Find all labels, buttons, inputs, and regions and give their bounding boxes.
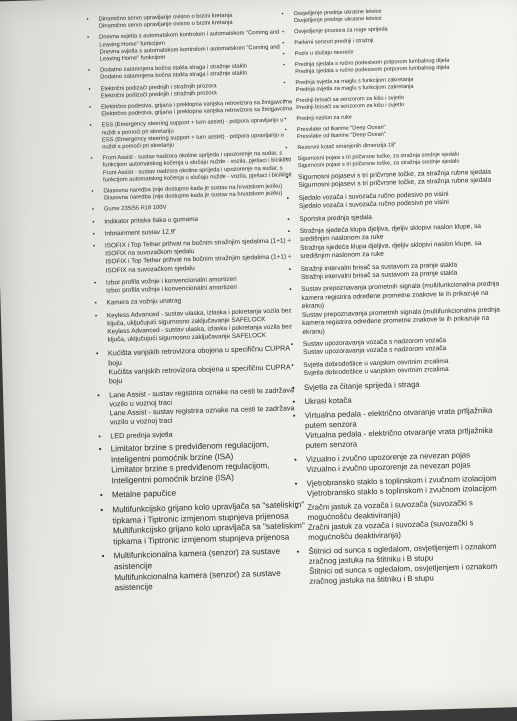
equipment-item: • Rezervni kotač smanjenih dimenzija 18" — [283, 139, 505, 152]
equipment-item: • Vizualno i zvučno upozorenje za nevezan pojas Vizualno i zvučno upozorenje za nevezan pojas — [292, 449, 514, 475]
equipment-item: • LED prednja svjetla — [96, 426, 306, 441]
equipment-item: • Sustav prepoznavanja prometnih signala (multifunkcionalna prednja kamera registrira određene prometne znakove te ih prikazuje na ekranu) Sustav prepoznavanja prometnih signala (multifunkcionalna prednja kamera registrira određene prometne znakove te ih prikazuje na ekranu) — [287, 281, 510, 338]
equipment-item: • Limitator brzine s predviđenom regulacijom, Inteligentni pomoćnik brzine (ISA) Limitator brzine s predviđenom regulacijom, Inteligentni pomoćnik brzine (ISA) — [97, 439, 308, 487]
equipment-item: • Virtualna pedala - električno otvaranje vrata prtljažnika putem senzora Virtualna pedala - električno otvaranje vrata prtljažnika putem senzora — [291, 405, 514, 451]
equipment-list-right — [279, 5, 517, 591]
equipment-list-left — [85, 11, 311, 598]
equipment-item: • Kamera za vožnju unatrag — [92, 294, 302, 308]
equipment-item: • ESS (Emergency steering support + turn assist) - potpora upravljanju u nuždi s pomoći pri skretanju ESS (Emergency steering support + turn assist) - potpora upravljanju u nuždi s pomoći pri skretanju — [88, 117, 299, 152]
equipment-item: • Sigurnosni pojasi s tri pričvrsne točke, za stražnja srednje sjedalo Sigurnosni pojasi s tri pričvrsne točke, za stražnja srednje sjedalo — [284, 150, 506, 170]
equipment-item: • Sustav upozoravanja vozača s nadzorom vozača Sustav upozoravanja vozača s nadzorom vozača — [289, 335, 511, 358]
equipment-item: • ISOFIX i Top Tether prihvat na bočnim stražnjim sjedalima (1+1) + ISOFIX na suvozačkom sjedalu ISOFIX i Top Tether prihvat na bočnim stražnjim sjedalima (1+1) + ISOFIX na suvozačkom sjedalu — [91, 237, 302, 276]
equipment-item: • Sjedalo vozača i suvozača ručno podesivo po visini Sjedalo vozača i suvozača ručno podesivo po visini — [285, 189, 507, 212]
equipment-item: • Vjetrobransko staklo s toplinskom i zvučnom izolacijom Vjetrobransko staklo s toplinskom i zvučnom izolacijom — [293, 473, 515, 499]
equipment-item: • Sigurnosni pojasevi s tri pričvrsne točke, za stražnja rubna sjedala Sigurnosni pojasevi s tri pričvrsne točke, za stražnja rubna sjedala — [284, 168, 506, 191]
equipment-item: • Presvlake od tkanine "Deep Ocean" Presvlake od tkanine "Deep Ocean" — [283, 121, 505, 141]
equipment-item: • Multifunkcionalna kamera (senzor) za sustave asistencije Multifunkcionalna kamera (senzor) za sustave asistencije — [100, 546, 311, 594]
equipment-item: • Prednja sjedala s ručno podesivom potporom lumbalnog dijela Prednja sjedala s ručno podesivom potporom lumbalnog dijela — [281, 56, 503, 76]
equipment-item: • Svjetla dobrodošlice u vanjskim osvrtnim zrcalima Svjetla dobrodošlice u vanjskim osvrtnim zrcalima — [289, 356, 511, 379]
equipment-item: • Svjetla za čitanje sprijeda i straga — [290, 377, 512, 393]
equipment-item: • Keyless Advanced - sustav ulaska, izlaska i pokretanja vozila bez ključa, uključujući sigurnosno zaključavanje SAFELOCK Keyless Advanced - sustav ulaska, izlaska i pokretanja vozila bez ključa, uključujući sigurnosno zaključavanje SAFELOCK — [93, 306, 304, 345]
equipment-item: • Prednji brisači sa senzorom za kišu i svjetlo Prednji brisači sa senzorom za kišu i svjetlo — [282, 92, 504, 112]
equipment-item: • Indikator pritiska tlaka u gumama — [90, 213, 300, 227]
equipment-item: • Multifunkcijsko grijano kolo upravljača sa "sateliskim" tipkama i Tiptronic izmjenom stupnjeva prijenosa Multifunkcijsko grijano kolo upravljača sa "sateliskim" tipkama i Tiptronic izmjenom stupnjeva prijenosa — [98, 500, 309, 548]
equipment-item: • Poziv u slučaju nesreće — [281, 45, 503, 58]
equipment-item: • Štitnici od sunca s ogledalom, osvjetljenjem i oznakom zračnog jastuka na štitniku i B stupu Štitnici od sunca s ogledalom, osvjetljenjem i oznakom zračnog jastuka na štitniku i B stupu — [294, 541, 517, 587]
equipment-item: • Kućišta vanjskih retrovizora obojena u specifičnu CUPRA boju Kućišta vanjskih retrovizora obojena u specifičnu CUPRA boju — [94, 343, 305, 386]
equipment-item: • Front Assist - sustav nadzora okoline sprijeda i upozorenje na sudar, s funkcijom automatskog kočenja u slučaju nužde - vozila, pješaci i biciklisti Front Assist - sustav nadzora okoline sprijeda i upozorenje na sudar, s funkcijom automatskog kočenja u slučaju nužde - vozila, pješaci i biciklisti — [88, 150, 299, 185]
equipment-item: • Dnevna svjetla s automatskom kontrolom i automatskom "Coming and Leaving Home" funkcijom Dnevna svjetla s automatskom kontrolom i automatskom "Coming and Leaving Home" funkcijom — [85, 29, 296, 64]
equipment-item: • Osvjetljenje prostora za noge sprijeda — [280, 23, 502, 36]
equipment-item: • Parkirni senzori prednji i stražnji — [280, 34, 502, 47]
equipment-item: • Prednja svjetla za maglu s funkcijom zakretanja Prednja svjetla za maglu s funkcijom zakretanja — [281, 74, 503, 94]
equipment-item: • Gume 235/55 R18 100V — [90, 201, 300, 214]
equipment-item: • Zračni jastuk za vozača i suvozača (suvozački s mogućnošću deaktiviranja) Zračni jastuk za vozača i suvozača (suvozački s mogućnošću deaktiviranja) — [293, 497, 516, 543]
equipment-item: • Infotainment sustav 12,9" — [91, 225, 301, 239]
equipment-item: • Stražnja sjedeća klupa djeljiva, djeljiv sklopivi naslon klupe, sa središnjim naslonom za ruke Stražnja sjedeća klupa djeljiva, djeljiv sklopivi naslon klupe, sa središnjim naslonom za ruke — [286, 222, 509, 262]
equipment-item: • Ukrasi kotača — [290, 391, 512, 407]
equipment-item: • Prednji naslon za ruke — [282, 110, 504, 123]
equipment-item: • Osvjetljenje prednje ukrasne letvice Osvjetljenje prednje ukrasne letvice — [279, 5, 501, 25]
equipment-item: • Stražnji intervalni brisač sa sustavom za pranje stakla Stražnji intervalni brisač sa sustavom za pranje stakla — [287, 260, 509, 283]
equipment-item: • Dodatno zatamnjena bočna stakla straga i stražnje staklo Dodatno zatamnjena bočna stakla straga i stražnje staklo — [86, 62, 296, 82]
equipment-item: • Glasovna naredba (nije dostupno kada je sustav na hrvatskom jeziku) Glasovna naredba (nije dostupno kada je sustav na hrvatskom jeziku) — [89, 183, 299, 203]
equipment-item: • Električni podizači prednjih i stražnjih prozora Električni podizači prednjih i stražnjih prozora — [87, 81, 297, 101]
equipment-item: • Električno podesiva, grijana i preklopna vanjska retrovizora sa žmigavcima Električno podesiva, grijana i preklopna vanjska retrovizora sa žmigavcima — [87, 99, 297, 119]
equipment-item: • Dinamično servo upravljanje ovisno o brzini kretanja Dinamično servo upravljanje ovisno o brzini kretanja — [85, 11, 295, 31]
equipment-item: • Metalne papučice — [98, 485, 308, 501]
equipment-item: • Sportska prednja sjedala — [285, 210, 507, 225]
equipment-item: • Lane Assist - sustav registrira oznake na cesti te zadržava vozilo u voznoj traci Lane Assist - sustav registrira oznake na cesti te zadržava vozilo u voznoj traci — [95, 384, 306, 427]
equipment-item: • Izbor profila vožnje i konvencionalni amortizeri Izbor profila vožnje i konvencionalni amortizeri — [92, 274, 302, 296]
